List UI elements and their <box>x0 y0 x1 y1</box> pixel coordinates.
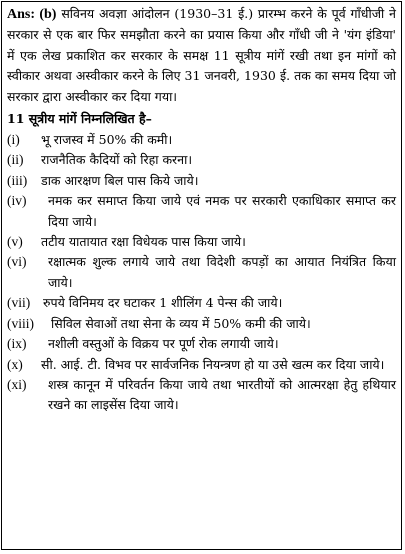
answer-label: Ans: (b) <box>7 7 57 22</box>
item-text: नमक कर समाप्त किया जाये एवं नमक पर सरकारी एकाधिकार समाप्त कर दिया जाये। <box>48 193 396 229</box>
list-heading: 11 सूत्रीय मांगें निम्नलिखित है– <box>7 111 152 127</box>
item-text: तटीय यातायात रक्षा विधेयक पास किया जाये। <box>41 234 246 250</box>
item-number: (i) <box>7 132 20 148</box>
item-text: डाक आरक्षण बिल पास किये जाये। <box>41 172 199 188</box>
item-number: (x) <box>7 356 23 372</box>
item-number: (viii) <box>7 315 34 331</box>
list-item <box>7 130 396 150</box>
list-item <box>7 252 396 293</box>
item-text: शस्त्र कानून में परिवर्तन किया जाये तथा भारतीयों को आत्मरक्षा हेतु हथियार रखने का लाइसेंस दिया जाये। <box>48 376 396 413</box>
item-text: सिविल सेवाओं तथा सेना के व्यय में 50% कमी की जाये। <box>51 315 311 331</box>
item-text: रक्षात्मक शुल्क लगाये जाये तथा विदेशी कपड़ों का आयात नियंत्रित किया जाये। <box>48 254 396 290</box>
item-number: (iii) <box>7 172 28 188</box>
list-item <box>7 334 396 354</box>
item-number: (vii) <box>7 295 31 311</box>
item-number: (xi) <box>7 376 27 392</box>
list-item <box>7 314 396 334</box>
item-number: (vi) <box>7 254 27 270</box>
list-item <box>7 191 396 232</box>
answer-text: सविनय अवज्ञा आंदोलन (1930–31 ई.) प्रारम्भ करने के पूर्व गाँधीजी ने सरकार से एक बार फिर समझौता करने का प्रयास किया और गाँधी जी ने 'यंग इंडिया' में एक लेख प्रकाशित कर सरकार के समक्ष 11 सूत्रीय मांगें रखी तथा इन मांगों को स्वीकार अथवा अस्वीकार करने के लिए 31 जनवरी, 1930 ई. तक का समय दिया जो सरकार द्वारा अस्वीकार कर दिया गया। <box>7 6 396 104</box>
list-item <box>7 375 396 416</box>
item-text: सी. आई. टी. विभव पर सार्वजनिक नियन्त्रण हो या उसे खत्म कर दिया जाये। <box>41 356 385 372</box>
item-number: (ii) <box>7 152 24 168</box>
list-item <box>7 355 396 375</box>
list-item <box>7 171 396 191</box>
item-text: रुपये विनिमय दर घटाकर 1 शीलिंग 4 पेन्स की जाये। <box>43 295 283 311</box>
list-item <box>7 232 396 252</box>
item-text: राजनैतिक कैदियों को रिहा करना। <box>41 152 193 168</box>
list-item <box>7 150 396 170</box>
answer-paragraph <box>7 4 396 107</box>
demands-list <box>7 130 396 416</box>
item-number: (v) <box>7 234 23 250</box>
item-number: (iv) <box>7 193 27 209</box>
list-item <box>7 293 396 313</box>
item-number: (ix) <box>7 336 27 352</box>
answer-box <box>1 1 402 550</box>
item-text: भू राजस्व में 50% की कमी। <box>41 132 173 148</box>
item-text: नशीली वस्तुओं के विक्रय पर पूर्ण रोक लगायी जाये। <box>48 336 279 352</box>
